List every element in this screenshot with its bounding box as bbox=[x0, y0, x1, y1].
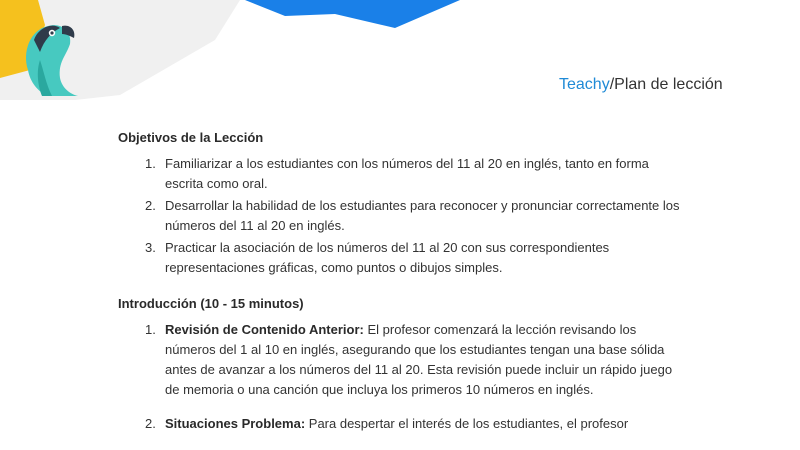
list-item bbox=[118, 154, 688, 194]
list-item bbox=[118, 196, 688, 236]
list-number: 1. bbox=[145, 156, 156, 171]
introduction-list bbox=[118, 320, 688, 434]
list-item-text: Practicar la asociación de los números del 11 al 20 con sus correspondientes representaciones gráficas, como puntos o dibujos simples. bbox=[165, 240, 610, 275]
list-item bbox=[118, 238, 688, 278]
list-number: 2. bbox=[145, 416, 156, 431]
list-item bbox=[118, 414, 688, 434]
brand-separator: / bbox=[609, 76, 615, 93]
header-blue-shape bbox=[245, 0, 460, 28]
list-item-text bbox=[165, 414, 688, 434]
list-item bbox=[118, 320, 688, 400]
list-item-body: Para despertar el interés de los estudiantes, el profesor bbox=[305, 416, 629, 431]
brand-subtitle: Plan de lección bbox=[614, 76, 723, 93]
list-item-text bbox=[165, 320, 688, 400]
brand-breadcrumb bbox=[559, 75, 723, 95]
list-item-body: El profesor comenzará la lección revisando los números del 1 al 10 en inglés, asegurando que los estudiantes tengan una base sólida antes de avanzar a los números del 11 al 20. Esta revisión puede incluir un rápido juego de memoria o una canción que incluya los primeros 10 números en inglés. bbox=[165, 322, 673, 397]
lesson-content bbox=[118, 130, 688, 448]
list-item-text: Desarrollar la habilidad de los estudiantes para reconocer y pronunciar correctamente los números del 11 al 20 en inglés. bbox=[165, 198, 680, 233]
objectives-title: Objetivos de la Lección bbox=[118, 130, 264, 145]
brand-name: Teachy bbox=[559, 76, 610, 93]
introduction-title: Introducción (10 - 15 minutos) bbox=[118, 296, 304, 311]
list-number: 3. bbox=[145, 240, 156, 255]
list-item-text: Familiarizar a los estudiantes con los números del 11 al 20 en inglés, tanto en forma escrita como oral. bbox=[165, 156, 649, 191]
list-number: 1. bbox=[145, 322, 156, 337]
list-item-label: Situaciones Problema: bbox=[165, 416, 306, 431]
objectives-list bbox=[118, 154, 688, 278]
list-item-label: Revisión de Contenido Anterior: bbox=[165, 322, 364, 337]
list-number: 2. bbox=[145, 198, 156, 213]
